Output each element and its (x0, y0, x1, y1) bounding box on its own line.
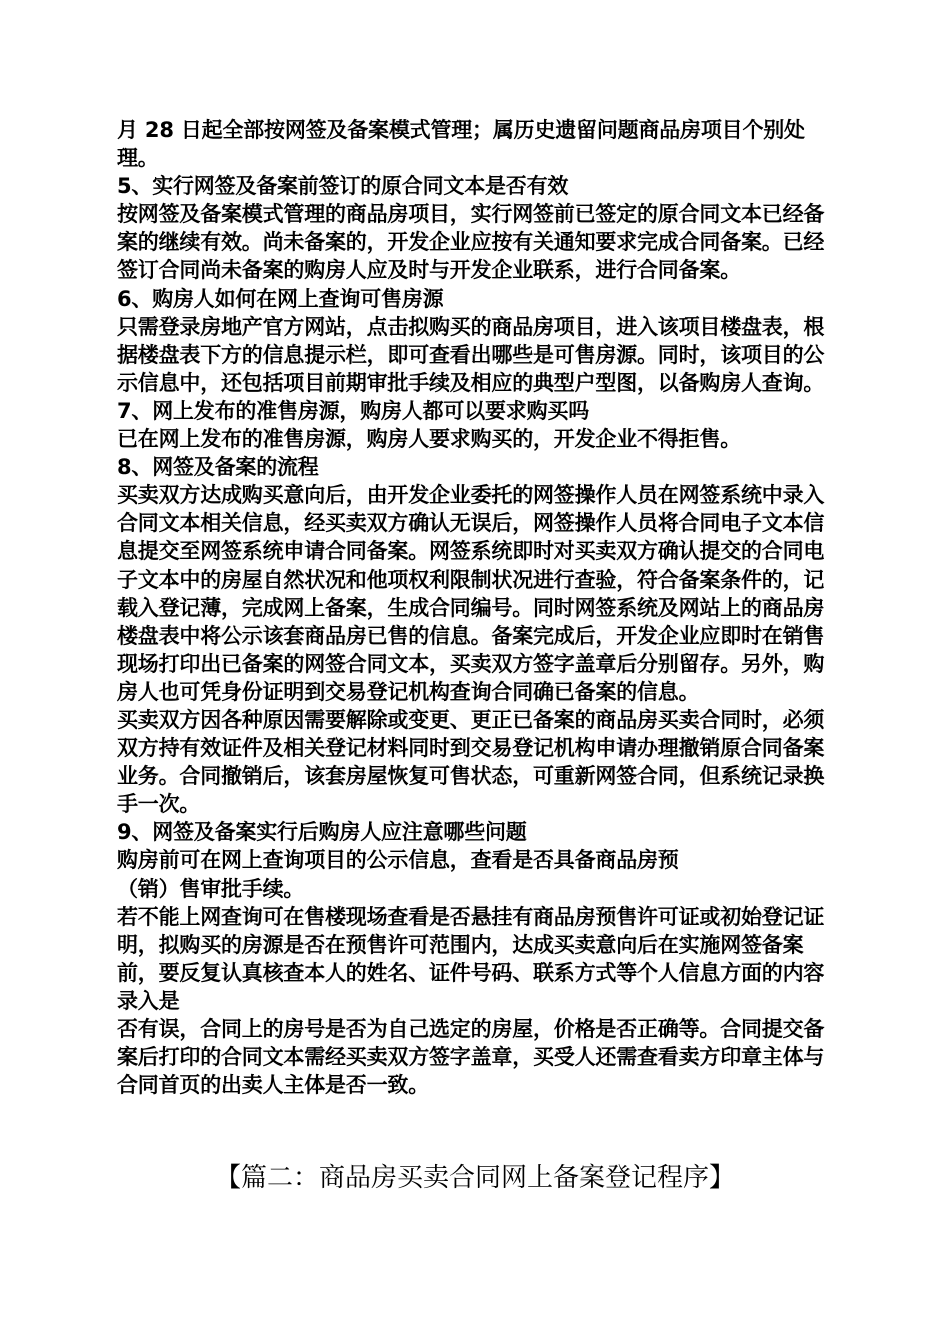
heading-item-8: 8、网签及备案的流程 (117, 455, 319, 480)
heading-item-6: 6、购房人如何在网上查询可售房源 (117, 286, 444, 311)
paragraph-item-9-a: 购房前可在网上查询项目的公示信息，查看是否具备商品房预 (117, 848, 679, 873)
paragraph-item-9-d: 否有误，合同上的房号是否为自己选定的房屋，价格是否正确等。合同提交备案后打印的合同文本需经买卖双方签字盖章，买受人还需查看卖方印章主体与合同首页的出卖人主体是否一致。 (117, 1017, 825, 1098)
paragraph-item-5: 按网签及备案模式管理的商品房项目，实行网签前已签定的原合同文本已经备案的继续有效。尚未备案的，开发企业应按有关通知要求完成合同备案。已经签订合同尚未备案的购房人应及时与开发企业联系，进行合同备案。 (117, 202, 825, 283)
paragraph-item-8-cont: 买卖双方因各种原因需要解除或变更、更正已备案的商品房买卖合同时，必须双方持有效证件及相关登记材料同时到交易登记机构申请办理撤销原合同备案业务。合同撤销后，该套房屋恢复可售状态，可重新网签合同，但系统记录换手一次。 (117, 707, 825, 817)
paragraph-item-7: 已在网上发布的准售房源，购房人要求购买的，开发企业不得拒售。 (117, 427, 741, 452)
paragraph-item-9-c: 若不能上网查询可在售楼现场查看是否悬挂有商品房预售许可证或初始登记证明，拟购买的房源是否在预售许可范围内，达成买卖意向后在实施网签备案前，要反复认真核查本人的姓名、证件号码、联系方式等个人信息方面的内容录入是 (117, 904, 825, 1013)
heading-item-7: 7、网上发布的准售房源，购房人都可以要求购买吗 (117, 398, 590, 423)
heading-item-9: 9、网签及备案实行后购房人应注意哪些问题 (117, 820, 527, 845)
section-title: 【篇二：商品房买卖合同网上备案登记程序】 (214, 1163, 735, 1193)
paragraph-item-9-b: （销）售审批手续。 (117, 876, 305, 901)
paragraph-continuation: 月 28 日起全部按网签及备案模式管理；属历史遗留问题商品房项目个别处理。 (117, 118, 805, 171)
paragraph-item-6: 只需登录房地产官方网站，点击拟购买的商品房项目，进入该项目楼盘表，根据楼盘表下方的信息提示栏，即可查看出哪些是可售房源。同时，该项目的公示信息中，还包括项目前期审批手续及相应的典型户型图，以备购房人查询。 (117, 314, 825, 395)
paragraph-item-8: 买卖双方达成购买意向后，由开发企业委托的网签操作人员在网签系统中录入合同文本相关信息，经买卖双方确认无误后，网签操作人员将合同电子文本信息提交至网签系统申请合同备案。网签系统即时对买卖双方确认提交的合同电子文本中的房屋自然状况和他项权利限制状况进行查验，符合备案条件的，记载入登记薄，完成网上备案，生成合同编号。同时网签系统及网站上的商品房楼盘表中将公示该套商品房已售的信息。备案完成后，开发企业应即时在销售现场打印出已备案的网签合同文本，买卖双方签字盖章后分别留存。另外，购房人也可凭身份证明到交易登记机构查询合同确已备案的信息。 (117, 483, 825, 704)
heading-item-5: 5、实行网签及备案前签订的原合同文本是否有效 (117, 174, 569, 199)
document-body (117, 116, 837, 1099)
